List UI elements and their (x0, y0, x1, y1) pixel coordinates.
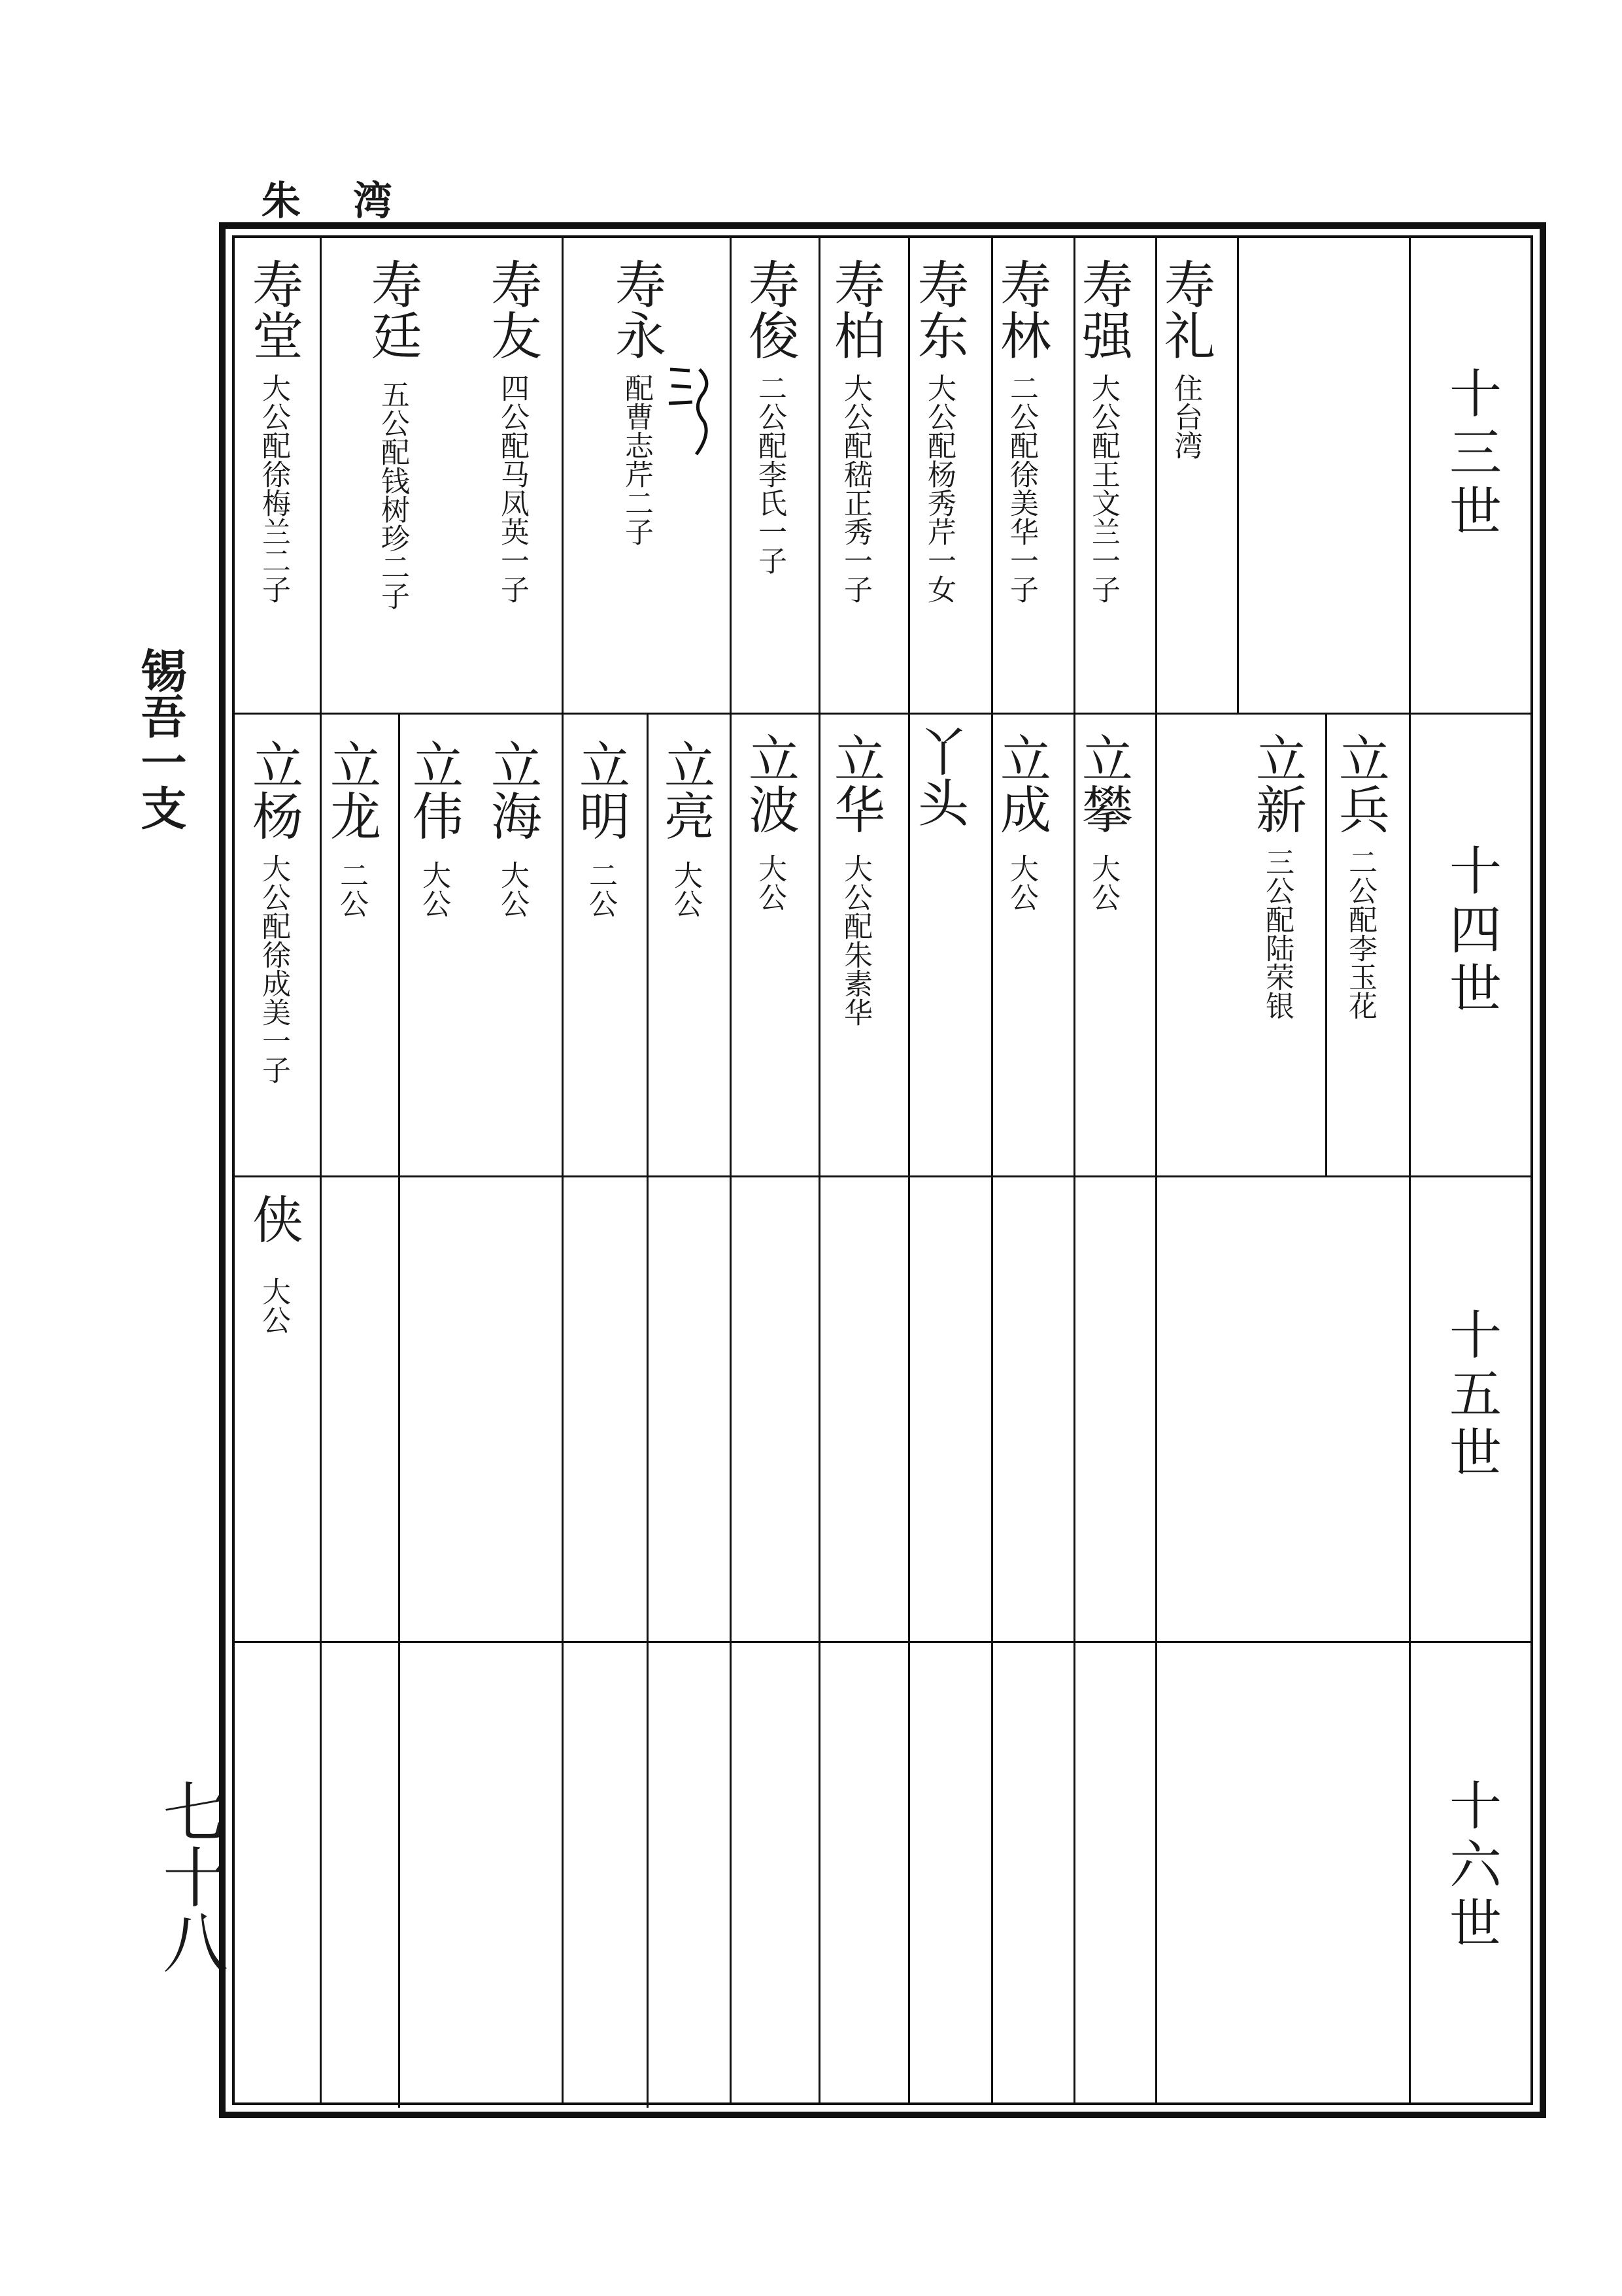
header-title: 朱湾 (262, 178, 445, 224)
person-shoubai (826, 258, 885, 603)
col-divider (1073, 238, 1075, 2102)
person-note: 大公配徐成美一子 (257, 854, 290, 1084)
row-divider (235, 713, 1530, 715)
row-divider (235, 1641, 1530, 1643)
col-divider (398, 713, 400, 2108)
person-name: 立攀 (1073, 732, 1132, 834)
person-name: 寿礼 (1156, 258, 1215, 360)
person-note: 大公 (257, 1277, 290, 1334)
person-name: 寿林 (992, 258, 1051, 360)
person-shouli (1156, 258, 1215, 460)
person-note: 二公配李氏一子 (753, 373, 786, 575)
person-name: 寿东 (909, 258, 968, 360)
col-divider (991, 238, 993, 2102)
person-lihua (826, 732, 885, 1026)
person-note: 三公配陆荣银 (1260, 847, 1294, 1020)
person-lipan (1073, 732, 1132, 911)
person-note: 大公 (1087, 854, 1120, 911)
person-liyang (244, 739, 303, 1084)
person-note: 大公配徐梅兰二子 (257, 373, 290, 603)
generation-label-14: 十四世 (1440, 843, 1502, 1020)
person-name: 立杨 (244, 739, 303, 841)
person-name: 寿俊 (740, 258, 799, 360)
person-shouyong (607, 258, 666, 546)
person-note: 住台湾 (1169, 373, 1202, 460)
person-shoutang (244, 258, 303, 603)
person-name: 寿永 (607, 258, 666, 360)
person-note: 大公配朱素华 (839, 854, 872, 1026)
col-divider (320, 238, 322, 2102)
person-name: 立新 (1247, 732, 1306, 834)
col-divider (562, 238, 564, 2102)
col-divider (730, 238, 732, 2102)
person-name: 立亮 (656, 739, 715, 841)
person-note: 四公配马凤英一子 (496, 373, 529, 603)
person-note: 大公配嵇正秀一子 (839, 373, 872, 603)
person-libing (1330, 732, 1389, 1020)
person-note: 大公 (1005, 854, 1038, 911)
person-liliang (656, 739, 715, 918)
person-note: 大公 (753, 854, 786, 911)
person-shouting (363, 258, 422, 610)
person-note: 大公 (417, 860, 450, 918)
generation-label-13: 十三世 (1440, 366, 1502, 543)
person-note: 大公配王文兰一子 (1087, 373, 1120, 603)
person-note: 五公配钱树珍二子 (376, 380, 409, 610)
person-note: 二公配徐美华一子 (1005, 373, 1038, 603)
col-divider (819, 238, 820, 2102)
person-shouyou (482, 258, 541, 603)
col-divider (1237, 238, 1239, 713)
col-divider (647, 713, 649, 2108)
person-name: 立明 (571, 739, 630, 841)
person-shoudong (909, 258, 968, 603)
col-divider (1155, 238, 1157, 2102)
person-note: 二公 (335, 860, 368, 918)
person-name: 寿友 (482, 258, 541, 360)
person-name: 寿廷 (363, 258, 422, 360)
person-liming (571, 739, 630, 918)
person-name: 寿柏 (826, 258, 885, 360)
col-divider (1325, 713, 1327, 1175)
person-name: 立伟 (404, 739, 463, 841)
person-libo (740, 732, 799, 911)
person-name: 立华 (826, 732, 885, 834)
person-shoujun (740, 258, 799, 575)
handwritten-annotation (664, 356, 716, 461)
person-name: 寿堂 (244, 258, 303, 360)
person-note: 大公配杨秀芹一女 (922, 373, 956, 603)
branch-label: 锡吾一支 (133, 647, 187, 830)
person-shouqiang (1073, 258, 1132, 603)
person-note: 大公 (496, 860, 529, 918)
genealogy-table (232, 235, 1533, 2105)
page-number: 七十八 (152, 1778, 228, 1974)
row-divider (235, 1175, 1530, 1177)
person-xia (244, 1193, 303, 1334)
generation-label-15: 十五世 (1440, 1308, 1502, 1484)
person-note: 二公 (584, 860, 617, 918)
person-yatou (909, 726, 968, 828)
person-name: 侠 (244, 1193, 303, 1244)
person-lilong (322, 739, 380, 918)
person-name: 立兵 (1330, 732, 1389, 834)
person-name: 丫头 (909, 726, 968, 828)
person-liwei (404, 739, 463, 918)
person-lixin (1247, 732, 1306, 1020)
person-lihai (482, 739, 541, 918)
person-name: 立海 (482, 739, 541, 841)
person-name: 立龙 (322, 739, 380, 841)
col-divider (908, 238, 910, 2102)
person-shoulin (992, 258, 1051, 603)
generation-label-16: 十六世 (1440, 1778, 1502, 1955)
person-licheng (992, 732, 1051, 911)
person-note: 二公配李玉花 (1343, 847, 1377, 1020)
person-name: 寿强 (1073, 258, 1132, 360)
person-note: 大公 (669, 860, 702, 918)
person-name: 立波 (740, 732, 799, 834)
person-name: 立成 (992, 732, 1051, 834)
person-note: 配曹志芹二子 (620, 373, 653, 546)
